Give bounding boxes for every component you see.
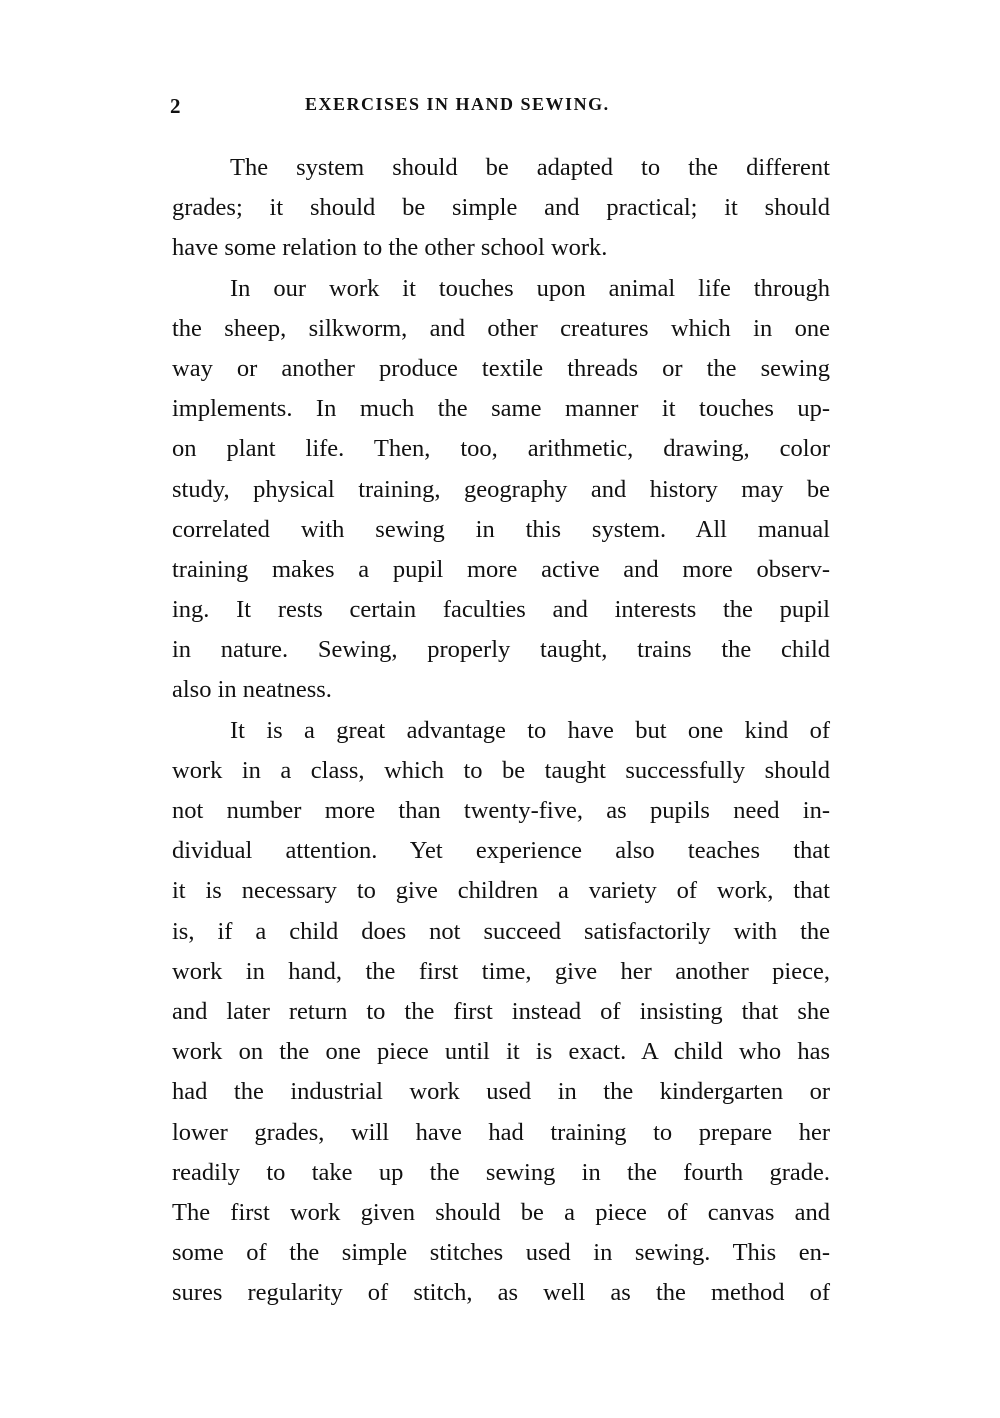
body-text [172,148,830,1313]
text-line: the sheep, silkworm, and other creatures which in one [172,314,830,342]
text-line: training makes a pupil more active and more observ- [172,555,830,583]
text-line: work in hand, the first time, give her another piece, [172,957,830,985]
running-head: EXERCISES IN HAND SEWING. [305,94,610,114]
text-line: sures regularity of stitch, as well as the method of [172,1279,830,1307]
text-line: The first work given should be a piece of canvas and [172,1198,830,1226]
text-line: It is a great advantage to have but one kind of [230,716,830,744]
text-line: in nature. Sewing, properly taught, trains the child [172,636,830,664]
text-line: on plant life. Then, too, arithmetic, drawing, color [172,435,830,463]
page-number: 2 [170,94,181,118]
text-line: ing. It rests certain faculties and interests the pupil [172,596,830,624]
text-line: way or another produce textile threads or the sewing [172,354,830,382]
text-line: and later return to the first instead of insisting that she [172,997,830,1025]
text-line: work on the one piece until it is exact. A child who has [172,1038,830,1066]
text-line: readily to take up the sewing in the fourth grade. [172,1158,830,1186]
text-line: not number more than twenty-five, as pupils need in- [172,797,830,824]
text-line: work in a class, which to be taught successfully should [172,756,830,784]
text-line: implements. In much the same manner it touches up- [172,395,830,423]
text-line: is, if a child does not succeed satisfactorily with the [172,917,830,945]
text-line: The system should be adapted to the different [230,154,830,181]
text-line: study, physical training, geography and history may be [172,475,830,503]
text-line: lower grades, will have had training to prepare her [172,1118,830,1146]
text-line: In our work it touches upon animal life through [230,274,830,302]
text-line: some of the simple stitches used in sewing. This en- [172,1239,830,1267]
text-line: correlated with sewing in this system. All manual [172,515,830,543]
text-line: dividual attention. Yet experience also teaches that [172,837,830,865]
text-line: have some relation to the other school work. [172,234,608,262]
text-line: grades; it should be simple and practical; it should [172,194,830,222]
page-header [170,94,830,124]
text-line: also in neatness. [172,676,332,704]
text-line: had the industrial work used in the kindergarten or [172,1078,830,1106]
text-line: it is necessary to give children a variety of work, that [172,877,830,905]
